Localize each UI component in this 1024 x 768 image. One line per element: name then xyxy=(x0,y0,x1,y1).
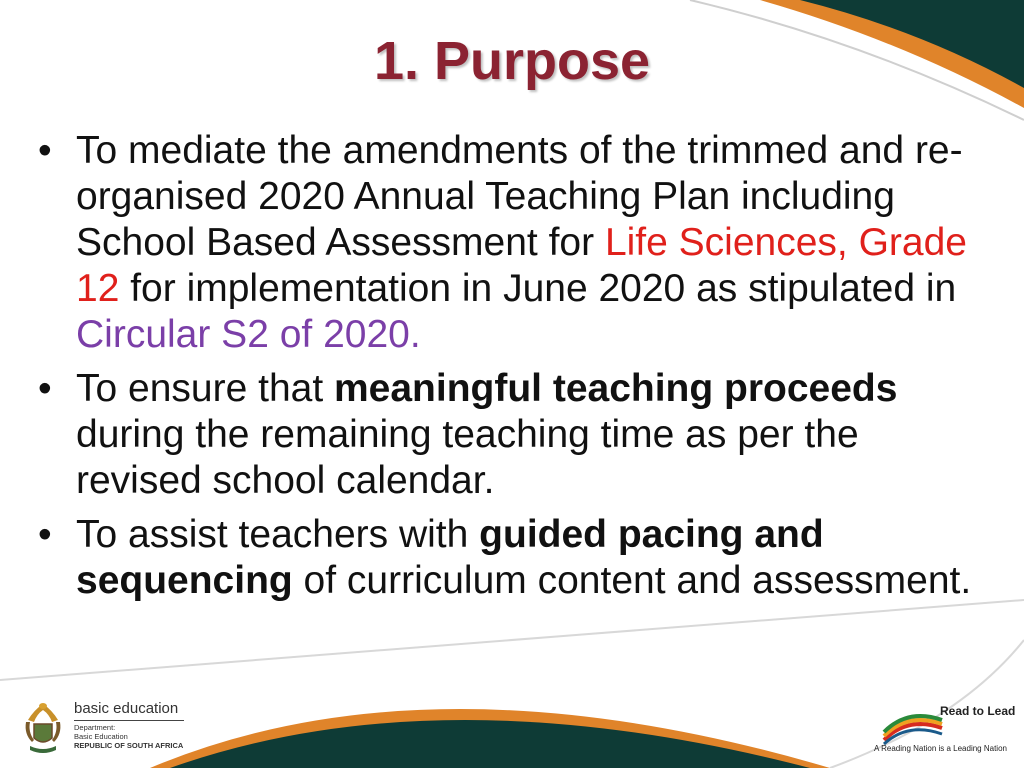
coat-of-arms-icon xyxy=(22,700,64,756)
read-to-lead-logo xyxy=(874,702,1014,762)
bullet-symbol: • xyxy=(38,367,52,410)
bullet-symbol: • xyxy=(38,129,52,172)
bold-emphasis: meaningful teaching proceeds xyxy=(334,367,898,410)
bold-emphasis: guided pacing and sequencing xyxy=(76,513,824,602)
dbe-divider xyxy=(74,720,184,721)
page-title: 1. Purpose xyxy=(373,31,651,91)
dbe-department: Department: xyxy=(74,723,116,732)
book-arcs-icon xyxy=(878,706,948,746)
bullet-text: of curriculum content and assessment. xyxy=(292,559,972,602)
bullet-text: during the remaining teaching time as per the revised school calendar. xyxy=(76,413,859,502)
bullet-list xyxy=(38,128,978,612)
dbe-text xyxy=(74,700,234,750)
bullet-item xyxy=(38,512,978,604)
bullet-symbol: • xyxy=(38,513,52,556)
dbe-country: REPUBLIC OF SOUTH AFRICA xyxy=(74,741,184,750)
bullet-text: To mediate the amendments of the trimmed and re-organised 2020 Annual Teaching Plan including School Based Assessment for xyxy=(76,129,963,264)
dbe-name: basic education xyxy=(74,700,179,717)
highlight-circular: Circular S2 of 2020. xyxy=(76,313,421,356)
highlight-subject: Life Sciences, Grade 12 xyxy=(76,221,967,310)
dbe-dept-name: Basic Education xyxy=(74,732,128,741)
bullet-item xyxy=(38,366,978,504)
bottom-gray-curve xyxy=(0,600,1024,680)
bullet-item xyxy=(38,128,978,358)
bullet-text: for implementation in June 2020 as stipulated in xyxy=(119,267,957,310)
bullet-text: To assist teachers with xyxy=(76,513,480,556)
read-to-lead-tagline: A Reading Nation is a Leading Nation xyxy=(874,744,1007,753)
read-to-lead-title: Read to Lead xyxy=(940,704,1016,718)
bullet-text: To ensure that xyxy=(76,367,334,410)
